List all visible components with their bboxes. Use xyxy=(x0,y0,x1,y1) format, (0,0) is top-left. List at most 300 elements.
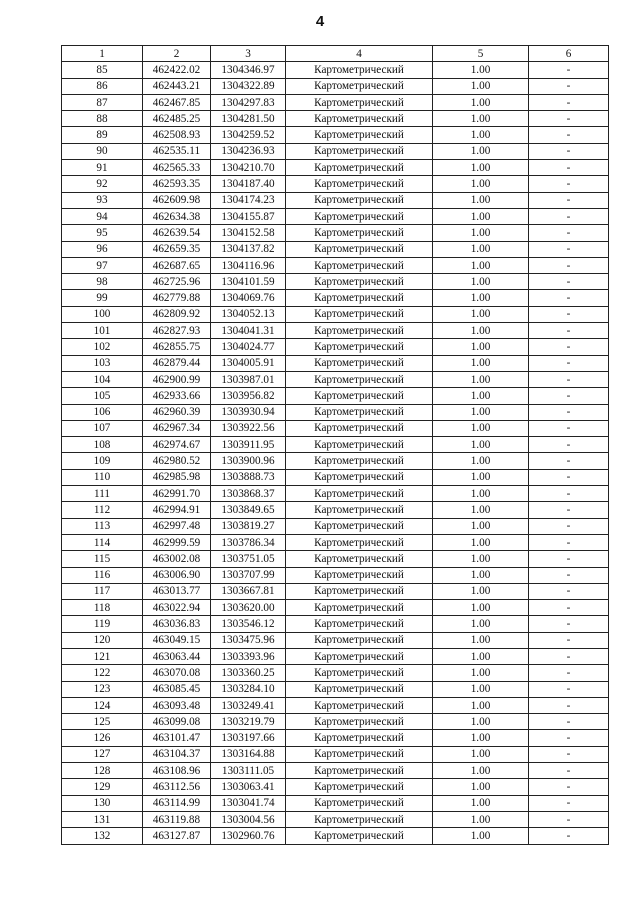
accuracy-cell: 1.00 xyxy=(433,160,529,176)
accuracy-cell: 1.00 xyxy=(433,502,529,518)
method-cell: Картометрический xyxy=(286,714,433,730)
point-number-cell: 130 xyxy=(62,795,143,811)
x-coordinate-cell: 462827.93 xyxy=(143,323,211,339)
point-number-cell: 88 xyxy=(62,111,143,127)
y-coordinate-cell: 1303667.81 xyxy=(211,583,286,599)
point-number-cell: 127 xyxy=(62,746,143,762)
y-coordinate-cell: 1304152.58 xyxy=(211,225,286,241)
x-coordinate-cell: 463085.45 xyxy=(143,681,211,697)
method-cell: Картометрический xyxy=(286,779,433,795)
accuracy-cell: 1.00 xyxy=(433,714,529,730)
note-cell: - xyxy=(529,648,609,664)
accuracy-cell: 1.00 xyxy=(433,94,529,110)
x-coordinate-cell: 462659.35 xyxy=(143,241,211,257)
point-number-cell: 122 xyxy=(62,665,143,681)
y-coordinate-cell: 1303041.74 xyxy=(211,795,286,811)
method-cell: Картометрический xyxy=(286,94,433,110)
note-cell: - xyxy=(529,176,609,192)
x-coordinate-cell: 462687.65 xyxy=(143,257,211,273)
y-coordinate-cell: 1303063.41 xyxy=(211,779,286,795)
accuracy-cell: 1.00 xyxy=(433,111,529,127)
note-cell: - xyxy=(529,420,609,436)
x-coordinate-cell: 462725.96 xyxy=(143,274,211,290)
note-cell: - xyxy=(529,730,609,746)
method-cell: Картометрический xyxy=(286,420,433,436)
note-cell: - xyxy=(529,453,609,469)
y-coordinate-cell: 1303219.79 xyxy=(211,714,286,730)
y-coordinate-cell: 1304322.89 xyxy=(211,78,286,94)
header-cell-1: 1 xyxy=(62,46,143,62)
coordinates-table xyxy=(61,45,609,845)
method-cell: Картометрический xyxy=(286,453,433,469)
table-row xyxy=(62,323,609,339)
note-cell: - xyxy=(529,225,609,241)
y-coordinate-cell: 1303930.94 xyxy=(211,404,286,420)
x-coordinate-cell: 462900.99 xyxy=(143,371,211,387)
x-coordinate-cell: 462593.35 xyxy=(143,176,211,192)
accuracy-cell: 1.00 xyxy=(433,192,529,208)
method-cell: Картометрический xyxy=(286,648,433,664)
method-cell: Картометрический xyxy=(286,730,433,746)
accuracy-cell: 1.00 xyxy=(433,323,529,339)
x-coordinate-cell: 462879.44 xyxy=(143,355,211,371)
x-coordinate-cell: 463101.47 xyxy=(143,730,211,746)
accuracy-cell: 1.00 xyxy=(433,339,529,355)
accuracy-cell: 1.00 xyxy=(433,453,529,469)
accuracy-cell: 1.00 xyxy=(433,371,529,387)
y-coordinate-cell: 1303900.96 xyxy=(211,453,286,469)
method-cell: Картометрический xyxy=(286,437,433,453)
x-coordinate-cell: 462933.66 xyxy=(143,388,211,404)
note-cell: - xyxy=(529,62,609,78)
y-coordinate-cell: 1303922.56 xyxy=(211,420,286,436)
method-cell: Картометрический xyxy=(286,551,433,567)
point-number-cell: 120 xyxy=(62,632,143,648)
y-coordinate-cell: 1303164.88 xyxy=(211,746,286,762)
method-cell: Картометрический xyxy=(286,257,433,273)
x-coordinate-cell: 463114.99 xyxy=(143,795,211,811)
x-coordinate-cell: 462980.52 xyxy=(143,453,211,469)
method-cell: Картометрический xyxy=(286,111,433,127)
y-coordinate-cell: 1303786.34 xyxy=(211,534,286,550)
accuracy-cell: 1.00 xyxy=(433,355,529,371)
y-coordinate-cell: 1304155.87 xyxy=(211,208,286,224)
accuracy-cell: 1.00 xyxy=(433,241,529,257)
method-cell: Картометрический xyxy=(286,241,433,257)
accuracy-cell: 1.00 xyxy=(433,388,529,404)
note-cell: - xyxy=(529,143,609,159)
note-cell: - xyxy=(529,355,609,371)
x-coordinate-cell: 462467.85 xyxy=(143,94,211,110)
note-cell: - xyxy=(529,567,609,583)
table-row xyxy=(62,648,609,664)
y-coordinate-cell: 1304041.31 xyxy=(211,323,286,339)
note-cell: - xyxy=(529,111,609,127)
table-row xyxy=(62,290,609,306)
note-cell: - xyxy=(529,323,609,339)
table-row xyxy=(62,697,609,713)
note-cell: - xyxy=(529,339,609,355)
y-coordinate-cell: 1303751.05 xyxy=(211,551,286,567)
y-coordinate-cell: 1304259.52 xyxy=(211,127,286,143)
note-cell: - xyxy=(529,632,609,648)
table-row xyxy=(62,176,609,192)
x-coordinate-cell: 462422.02 xyxy=(143,62,211,78)
table-row xyxy=(62,339,609,355)
y-coordinate-cell: 1303393.96 xyxy=(211,648,286,664)
point-number-cell: 92 xyxy=(62,176,143,192)
accuracy-cell: 1.00 xyxy=(433,420,529,436)
y-coordinate-cell: 1303475.96 xyxy=(211,632,286,648)
note-cell: - xyxy=(529,160,609,176)
accuracy-cell: 1.00 xyxy=(433,78,529,94)
point-number-cell: 85 xyxy=(62,62,143,78)
point-number-cell: 95 xyxy=(62,225,143,241)
method-cell: Картометрический xyxy=(286,616,433,632)
method-cell: Картометрический xyxy=(286,404,433,420)
accuracy-cell: 1.00 xyxy=(433,176,529,192)
y-coordinate-cell: 1304297.83 xyxy=(211,94,286,110)
accuracy-cell: 1.00 xyxy=(433,616,529,632)
note-cell: - xyxy=(529,290,609,306)
y-coordinate-cell: 1303987.01 xyxy=(211,371,286,387)
note-cell: - xyxy=(529,518,609,534)
y-coordinate-cell: 1303197.66 xyxy=(211,730,286,746)
table-row xyxy=(62,746,609,762)
x-coordinate-cell: 463002.08 xyxy=(143,551,211,567)
accuracy-cell: 1.00 xyxy=(433,567,529,583)
y-coordinate-cell: 1304187.40 xyxy=(211,176,286,192)
header-cell-3: 3 xyxy=(211,46,286,62)
accuracy-cell: 1.00 xyxy=(433,306,529,322)
method-cell: Картометрический xyxy=(286,811,433,827)
header-cell-4: 4 xyxy=(286,46,433,62)
table-row xyxy=(62,502,609,518)
table-row xyxy=(62,828,609,844)
note-cell: - xyxy=(529,534,609,550)
y-coordinate-cell: 1303868.37 xyxy=(211,486,286,502)
method-cell: Картометрический xyxy=(286,274,433,290)
point-number-cell: 111 xyxy=(62,486,143,502)
method-cell: Картометрический xyxy=(286,763,433,779)
table-row xyxy=(62,567,609,583)
note-cell: - xyxy=(529,714,609,730)
table-row xyxy=(62,94,609,110)
header-cell-5: 5 xyxy=(433,46,529,62)
point-number-cell: 99 xyxy=(62,290,143,306)
table-row xyxy=(62,274,609,290)
point-number-cell: 129 xyxy=(62,779,143,795)
method-cell: Картометрический xyxy=(286,323,433,339)
x-coordinate-cell: 463127.87 xyxy=(143,828,211,844)
x-coordinate-cell: 462855.75 xyxy=(143,339,211,355)
accuracy-cell: 1.00 xyxy=(433,795,529,811)
table-row xyxy=(62,779,609,795)
header-cell-6: 6 xyxy=(529,46,609,62)
y-coordinate-cell: 1304052.13 xyxy=(211,306,286,322)
table-row xyxy=(62,127,609,143)
x-coordinate-cell: 462999.59 xyxy=(143,534,211,550)
method-cell: Картометрический xyxy=(286,502,433,518)
y-coordinate-cell: 1302960.76 xyxy=(211,828,286,844)
x-coordinate-cell: 462967.34 xyxy=(143,420,211,436)
note-cell: - xyxy=(529,746,609,762)
x-coordinate-cell: 462809.92 xyxy=(143,306,211,322)
table-row xyxy=(62,437,609,453)
accuracy-cell: 1.00 xyxy=(433,648,529,664)
method-cell: Картометрический xyxy=(286,567,433,583)
accuracy-cell: 1.00 xyxy=(433,779,529,795)
y-coordinate-cell: 1303546.12 xyxy=(211,616,286,632)
point-number-cell: 118 xyxy=(62,600,143,616)
accuracy-cell: 1.00 xyxy=(433,225,529,241)
y-coordinate-cell: 1304069.76 xyxy=(211,290,286,306)
table-row xyxy=(62,160,609,176)
point-number-cell: 113 xyxy=(62,518,143,534)
page-number: 4 xyxy=(315,13,325,30)
x-coordinate-cell: 463036.83 xyxy=(143,616,211,632)
point-number-cell: 102 xyxy=(62,339,143,355)
accuracy-cell: 1.00 xyxy=(433,208,529,224)
y-coordinate-cell: 1304024.77 xyxy=(211,339,286,355)
method-cell: Картометрический xyxy=(286,534,433,550)
x-coordinate-cell: 463022.94 xyxy=(143,600,211,616)
table-row xyxy=(62,714,609,730)
table-row xyxy=(62,111,609,127)
x-coordinate-cell: 462994.91 xyxy=(143,502,211,518)
point-number-cell: 115 xyxy=(62,551,143,567)
accuracy-cell: 1.00 xyxy=(433,697,529,713)
method-cell: Картометрический xyxy=(286,176,433,192)
x-coordinate-cell: 462485.25 xyxy=(143,111,211,127)
table-row xyxy=(62,486,609,502)
y-coordinate-cell: 1303360.25 xyxy=(211,665,286,681)
x-coordinate-cell: 462991.70 xyxy=(143,486,211,502)
y-coordinate-cell: 1304005.91 xyxy=(211,355,286,371)
point-number-cell: 100 xyxy=(62,306,143,322)
method-cell: Картометрический xyxy=(286,143,433,159)
table-row xyxy=(62,518,609,534)
point-number-cell: 97 xyxy=(62,257,143,273)
accuracy-cell: 1.00 xyxy=(433,257,529,273)
table-row xyxy=(62,355,609,371)
point-number-cell: 121 xyxy=(62,648,143,664)
x-coordinate-cell: 462443.21 xyxy=(143,78,211,94)
y-coordinate-cell: 1304236.93 xyxy=(211,143,286,159)
point-number-cell: 98 xyxy=(62,274,143,290)
point-number-cell: 108 xyxy=(62,437,143,453)
point-number-cell: 86 xyxy=(62,78,143,94)
method-cell: Картометрический xyxy=(286,469,433,485)
accuracy-cell: 1.00 xyxy=(433,665,529,681)
point-number-cell: 89 xyxy=(62,127,143,143)
table-row xyxy=(62,192,609,208)
header-cell-2: 2 xyxy=(143,46,211,62)
x-coordinate-cell: 463006.90 xyxy=(143,567,211,583)
method-cell: Картометрический xyxy=(286,583,433,599)
x-coordinate-cell: 462639.54 xyxy=(143,225,211,241)
method-cell: Картометрический xyxy=(286,355,433,371)
accuracy-cell: 1.00 xyxy=(433,632,529,648)
accuracy-cell: 1.00 xyxy=(433,62,529,78)
note-cell: - xyxy=(529,192,609,208)
note-cell: - xyxy=(529,127,609,143)
note-cell: - xyxy=(529,763,609,779)
accuracy-cell: 1.00 xyxy=(433,763,529,779)
method-cell: Картометрический xyxy=(286,78,433,94)
note-cell: - xyxy=(529,583,609,599)
accuracy-cell: 1.00 xyxy=(433,551,529,567)
table-row xyxy=(62,78,609,94)
note-cell: - xyxy=(529,371,609,387)
note-cell: - xyxy=(529,502,609,518)
y-coordinate-cell: 1303284.10 xyxy=(211,681,286,697)
x-coordinate-cell: 463108.96 xyxy=(143,763,211,779)
accuracy-cell: 1.00 xyxy=(433,600,529,616)
note-cell: - xyxy=(529,469,609,485)
y-coordinate-cell: 1304210.70 xyxy=(211,160,286,176)
point-number-cell: 106 xyxy=(62,404,143,420)
table-header xyxy=(62,46,609,62)
note-cell: - xyxy=(529,306,609,322)
x-coordinate-cell: 462609.98 xyxy=(143,192,211,208)
table-row xyxy=(62,811,609,827)
note-cell: - xyxy=(529,274,609,290)
method-cell: Картометрический xyxy=(286,225,433,241)
x-coordinate-cell: 463093.48 xyxy=(143,697,211,713)
y-coordinate-cell: 1303620.00 xyxy=(211,600,286,616)
point-number-cell: 90 xyxy=(62,143,143,159)
note-cell: - xyxy=(529,681,609,697)
method-cell: Картометрический xyxy=(286,371,433,387)
x-coordinate-cell: 463112.56 xyxy=(143,779,211,795)
table-row xyxy=(62,665,609,681)
table-row xyxy=(62,306,609,322)
x-coordinate-cell: 462997.48 xyxy=(143,518,211,534)
method-cell: Картометрический xyxy=(286,600,433,616)
accuracy-cell: 1.00 xyxy=(433,274,529,290)
point-number-cell: 96 xyxy=(62,241,143,257)
point-number-cell: 91 xyxy=(62,160,143,176)
method-cell: Картометрический xyxy=(286,192,433,208)
header-row xyxy=(62,46,609,62)
method-cell: Картометрический xyxy=(286,746,433,762)
method-cell: Картометрический xyxy=(286,160,433,176)
note-cell: - xyxy=(529,828,609,844)
table-row xyxy=(62,632,609,648)
point-number-cell: 117 xyxy=(62,583,143,599)
point-number-cell: 101 xyxy=(62,323,143,339)
note-cell: - xyxy=(529,78,609,94)
x-coordinate-cell: 463119.88 xyxy=(143,811,211,827)
table-row xyxy=(62,583,609,599)
method-cell: Картометрический xyxy=(286,62,433,78)
point-number-cell: 114 xyxy=(62,534,143,550)
x-coordinate-cell: 463099.08 xyxy=(143,714,211,730)
method-cell: Картометрический xyxy=(286,697,433,713)
y-coordinate-cell: 1303911.95 xyxy=(211,437,286,453)
table-row xyxy=(62,388,609,404)
accuracy-cell: 1.00 xyxy=(433,811,529,827)
method-cell: Картометрический xyxy=(286,828,433,844)
accuracy-cell: 1.00 xyxy=(433,518,529,534)
table-row xyxy=(62,616,609,632)
y-coordinate-cell: 1304137.82 xyxy=(211,241,286,257)
x-coordinate-cell: 463104.37 xyxy=(143,746,211,762)
point-number-cell: 128 xyxy=(62,763,143,779)
note-cell: - xyxy=(529,600,609,616)
x-coordinate-cell: 463049.15 xyxy=(143,632,211,648)
note-cell: - xyxy=(529,779,609,795)
method-cell: Картометрический xyxy=(286,306,433,322)
method-cell: Картометрический xyxy=(286,127,433,143)
point-number-cell: 116 xyxy=(62,567,143,583)
note-cell: - xyxy=(529,665,609,681)
method-cell: Картометрический xyxy=(286,518,433,534)
accuracy-cell: 1.00 xyxy=(433,486,529,502)
table-row xyxy=(62,551,609,567)
y-coordinate-cell: 1304281.50 xyxy=(211,111,286,127)
note-cell: - xyxy=(529,486,609,502)
point-number-cell: 109 xyxy=(62,453,143,469)
accuracy-cell: 1.00 xyxy=(433,730,529,746)
method-cell: Картометрический xyxy=(286,208,433,224)
method-cell: Картометрический xyxy=(286,795,433,811)
method-cell: Картометрический xyxy=(286,339,433,355)
table-row xyxy=(62,795,609,811)
point-number-cell: 132 xyxy=(62,828,143,844)
x-coordinate-cell: 463063.44 xyxy=(143,648,211,664)
point-number-cell: 131 xyxy=(62,811,143,827)
accuracy-cell: 1.00 xyxy=(433,681,529,697)
x-coordinate-cell: 462634.38 xyxy=(143,208,211,224)
method-cell: Картометрический xyxy=(286,486,433,502)
table-row xyxy=(62,453,609,469)
method-cell: Картометрический xyxy=(286,681,433,697)
x-coordinate-cell: 462985.98 xyxy=(143,469,211,485)
y-coordinate-cell: 1304346.97 xyxy=(211,62,286,78)
point-number-cell: 107 xyxy=(62,420,143,436)
accuracy-cell: 1.00 xyxy=(433,469,529,485)
x-coordinate-cell: 462779.88 xyxy=(143,290,211,306)
y-coordinate-cell: 1303888.73 xyxy=(211,469,286,485)
point-number-cell: 87 xyxy=(62,94,143,110)
table-row xyxy=(62,62,609,78)
accuracy-cell: 1.00 xyxy=(433,143,529,159)
note-cell: - xyxy=(529,257,609,273)
x-coordinate-cell: 462960.39 xyxy=(143,404,211,420)
point-number-cell: 119 xyxy=(62,616,143,632)
point-number-cell: 125 xyxy=(62,714,143,730)
point-number-cell: 93 xyxy=(62,192,143,208)
point-number-cell: 126 xyxy=(62,730,143,746)
y-coordinate-cell: 1303956.82 xyxy=(211,388,286,404)
point-number-cell: 124 xyxy=(62,697,143,713)
note-cell: - xyxy=(529,241,609,257)
note-cell: - xyxy=(529,551,609,567)
point-number-cell: 105 xyxy=(62,388,143,404)
x-coordinate-cell: 463070.08 xyxy=(143,665,211,681)
x-coordinate-cell: 462535.11 xyxy=(143,143,211,159)
accuracy-cell: 1.00 xyxy=(433,290,529,306)
x-coordinate-cell: 462974.67 xyxy=(143,437,211,453)
y-coordinate-cell: 1303819.27 xyxy=(211,518,286,534)
point-number-cell: 104 xyxy=(62,371,143,387)
point-number-cell: 103 xyxy=(62,355,143,371)
point-number-cell: 112 xyxy=(62,502,143,518)
table-row xyxy=(62,371,609,387)
note-cell: - xyxy=(529,94,609,110)
